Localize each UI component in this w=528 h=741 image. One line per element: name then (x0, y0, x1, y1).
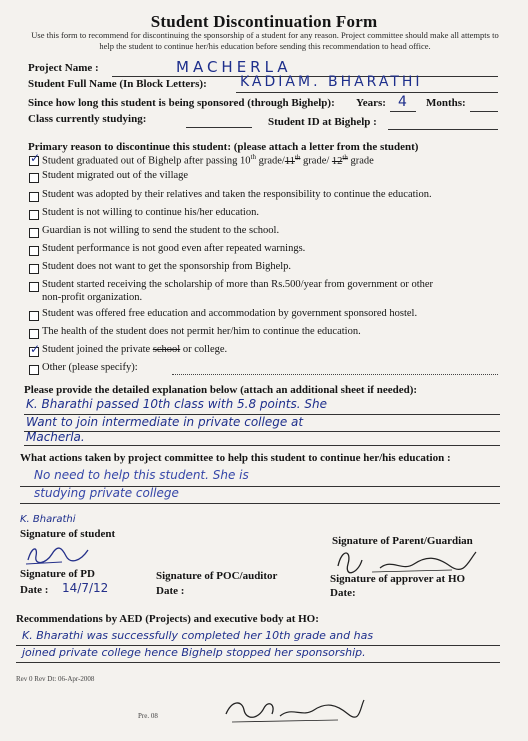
student-name-label: Student Full Name (In Block Letters): (28, 78, 207, 90)
reason-scholarship-label-cont: non-profit organization. (42, 292, 143, 303)
reason-migrated-label: Student migrated out of the village (42, 170, 189, 181)
project-name-label: Project Name : (28, 62, 99, 74)
explanation-rule-2 (24, 431, 500, 432)
reason-other-line (172, 374, 498, 375)
parent-signature-label: Signature of Parent/Guardian (332, 535, 473, 547)
reason-guardian-unwilling-label: Guardian is not willing to send the student to the school. (42, 225, 280, 236)
reason-health-label: The health of the student does not permit her/him to continue the education. (42, 326, 361, 337)
reason-adopted-checkbox[interactable] (29, 192, 39, 202)
reason-migrated-checkbox[interactable] (29, 173, 39, 183)
explanation-label: Please provide the detailed explanation below (attach an additional sheet if needed): (24, 384, 418, 396)
reason-no-sponsorship-checkbox[interactable] (29, 264, 39, 274)
approver-signature-label: Signature of approver at HO (330, 573, 466, 585)
poc-signature-label: Signature of POC/auditor (156, 570, 278, 582)
revision-footer: Rev 0 Rev Dt: 06-Apr-2008 (16, 675, 95, 683)
reason-hostel-label: Student was offered free education and accommodation by government sponsored hostel. (42, 308, 418, 319)
reason-hostel-checkbox[interactable] (29, 311, 39, 321)
form-intro: Use this form to recommend for discontinuing the sponsorship of a student for any reason. Project committee should make all attempts to help the student to continue her/his education before sending this recommendation to head office. (31, 30, 499, 51)
recommendations-line-2[interactable]: joined private college hence Bighelp stopped her sponsorship. (22, 646, 366, 659)
student-id-label: Student ID at Bighelp : (268, 116, 377, 128)
explanation-line-1[interactable]: K. Bharathi passed 10th class with 5.8 points. She (26, 397, 327, 411)
form-title: Student Discontinuation Form (150, 12, 378, 31)
pd-date-label: Date : (20, 584, 49, 596)
sponsored-since-label: Since how long this student is being sponsored (through Bighelp): (28, 97, 335, 109)
reason-private-college-label: Student joined the private school or college. (42, 344, 228, 355)
reason-performance-label: Student performance is not good even after repeated warnings. (42, 243, 306, 254)
student-id-line (388, 129, 498, 130)
student-signature-label: Signature of student (20, 528, 116, 540)
reason-student-unwilling-checkbox[interactable] (29, 210, 39, 220)
project-name-value[interactable]: MACHERLA (176, 58, 292, 76)
reason-scholarship-checkbox[interactable] (29, 282, 39, 292)
reason-private-college-checkbox[interactable] (29, 347, 39, 357)
months-line (470, 111, 498, 112)
class-line (186, 127, 252, 128)
class-label: Class currently studying: (28, 113, 147, 125)
reason-other-checkbox[interactable] (29, 365, 39, 375)
reason-scholarship-label: Student started receiving the scholarship of more than Rs.500/year from government or other (42, 279, 434, 290)
explanation-line-3[interactable]: Macherla. (26, 430, 85, 444)
student-name-value[interactable]: KADIAM. BHARATHI (240, 74, 423, 90)
years-line (390, 111, 416, 112)
pd-signature-scribble (22, 542, 92, 568)
actions-rule-2 (20, 503, 500, 504)
actions-line-1[interactable]: No need to help this student. She is (34, 468, 249, 482)
explanation-rule-3 (24, 445, 500, 446)
recommendations-label: Recommendations by AED (Projects) and executive body at HO: (16, 613, 319, 625)
years-value[interactable]: 4 (398, 94, 407, 110)
footer-mark: Pre. 08 (138, 712, 158, 720)
months-label: Months: (426, 97, 466, 109)
reason-graduated-checkbox[interactable] (29, 156, 39, 166)
reason-no-sponsorship-label: Student does not want to get the sponsorship from Bighelp. (42, 261, 292, 272)
reason-student-unwilling-label: Student is not willing to continue his/her education. (42, 207, 259, 218)
pd-signature-label: Signature of PD (20, 568, 95, 580)
recommendations-rule-2 (16, 662, 500, 663)
actions-line-2[interactable]: studying private college (34, 486, 179, 500)
actions-label: What actions taken by project committee to help this student to continue her/his education : (20, 452, 451, 464)
ho-signature-scribble (218, 694, 368, 728)
years-label: Years: (356, 97, 386, 109)
reason-other-label: Other (please specify): (42, 362, 138, 373)
reason-performance-checkbox[interactable] (29, 246, 39, 256)
poc-date-label: Date : (156, 585, 185, 597)
explanation-line-2[interactable]: Want to join intermediate in private college at (26, 415, 304, 429)
ho-date-label: Date: (330, 587, 356, 599)
reason-health-checkbox[interactable] (29, 329, 39, 339)
reason-graduated-label: Student graduated out of Bighelp after passing 10th grade/11th grade/ 12th grade (42, 153, 374, 167)
reason-guardian-unwilling-checkbox[interactable] (29, 228, 39, 238)
recommendations-line-1[interactable]: K. Bharathi was successfully completed her 10th grade and has (22, 629, 374, 642)
reason-adopted-label: Student was adopted by their relatives and taken the responsibility to continue the education. (42, 189, 432, 200)
student-name-line (236, 92, 498, 93)
pd-date-value[interactable]: 14/7/12 (62, 581, 109, 595)
student-signature-mark: K. Bharathi (20, 514, 76, 525)
reasons-heading: Primary reason to discontinue this student: (please attach a letter from the student) (28, 141, 419, 153)
